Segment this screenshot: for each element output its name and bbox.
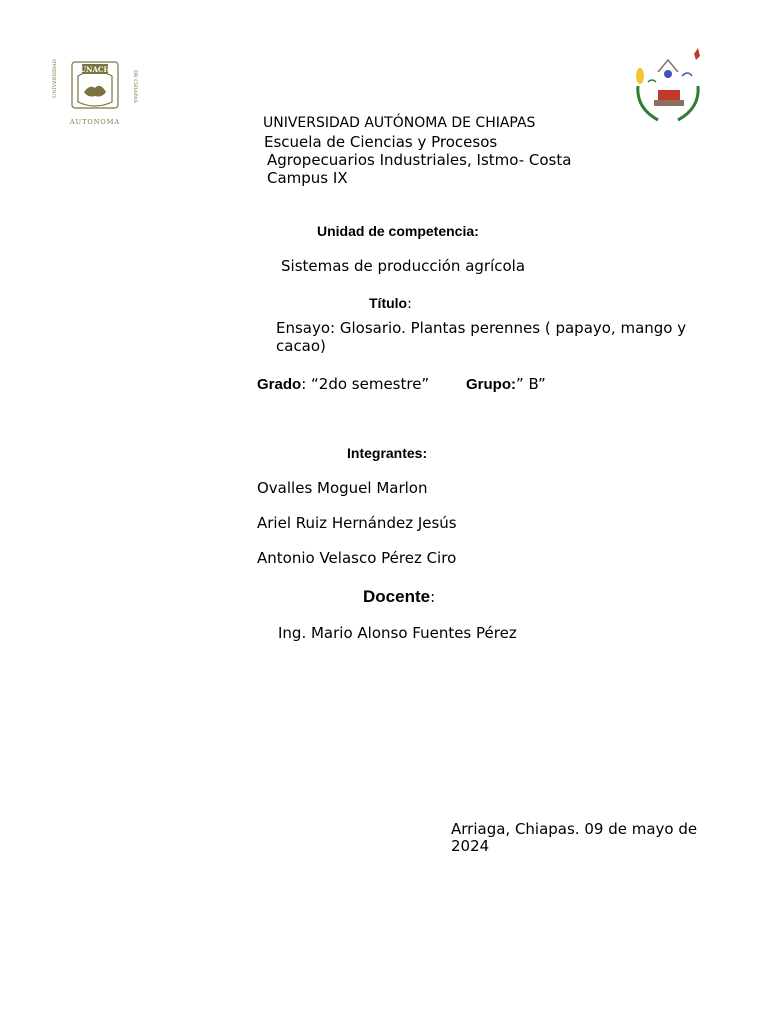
- unach-logo: [50, 58, 140, 128]
- competence-value: Sistemas de producción agrícola: [281, 257, 526, 275]
- member-name: Antonio Velasco Pérez Ciro: [257, 549, 457, 567]
- school-name-line1: Escuela de Ciencias y Procesos: [264, 133, 498, 151]
- logo-bottom-text: AUTONOMA: [69, 118, 121, 126]
- teacher-name: Ing. Mario Alonso Fuentes Pérez: [278, 624, 517, 642]
- member-name: Ovalles Moguel Marlon: [257, 479, 428, 497]
- logo-badge-text: UNACH: [79, 65, 111, 74]
- teacher-heading: [363, 587, 435, 607]
- title-value-line1: Ensayo: Glosario. Plantas perennes ( papayo, mango y: [276, 319, 687, 337]
- group-line: [466, 375, 546, 393]
- logo-side-text-left: UNIVERSIDAD: [52, 59, 58, 98]
- grado-value: : “2do semestre”: [301, 375, 430, 393]
- member-name: Ariel Ruiz Hernández Jesús: [257, 514, 457, 532]
- university-name: UNIVERSIDAD AUTÓNOMA DE CHIAPAS: [263, 115, 536, 131]
- grado-label: Grado: [257, 376, 302, 393]
- members-label: Integrantes:: [347, 445, 428, 461]
- teacher-colon: :: [430, 588, 436, 606]
- logo-side-text-right: DE CHIAPAS: [132, 70, 138, 103]
- title-value-line2: cacao): [276, 337, 326, 355]
- grupo-colon: :: [511, 376, 516, 393]
- faculty-emblem-logo: [628, 46, 708, 128]
- school-name-line2: Agropecuarios Industriales, Istmo- Costa: [267, 151, 572, 169]
- teacher-label: Docente: [363, 587, 431, 606]
- grade-line: [257, 375, 429, 393]
- campus-name: Campus IX: [267, 169, 348, 187]
- place-date-line1: Arriaga, Chiapas. 09 de mayo de: [451, 820, 698, 838]
- title-colon: :: [407, 296, 412, 312]
- grupo-label: Grupo: [466, 376, 511, 393]
- place-date-line2: 2024: [451, 837, 490, 855]
- competence-label: Unidad de competencia:: [317, 223, 479, 239]
- title-heading: [369, 295, 412, 312]
- title-label: Título: [369, 295, 408, 311]
- grupo-value: ” B”: [516, 375, 546, 393]
